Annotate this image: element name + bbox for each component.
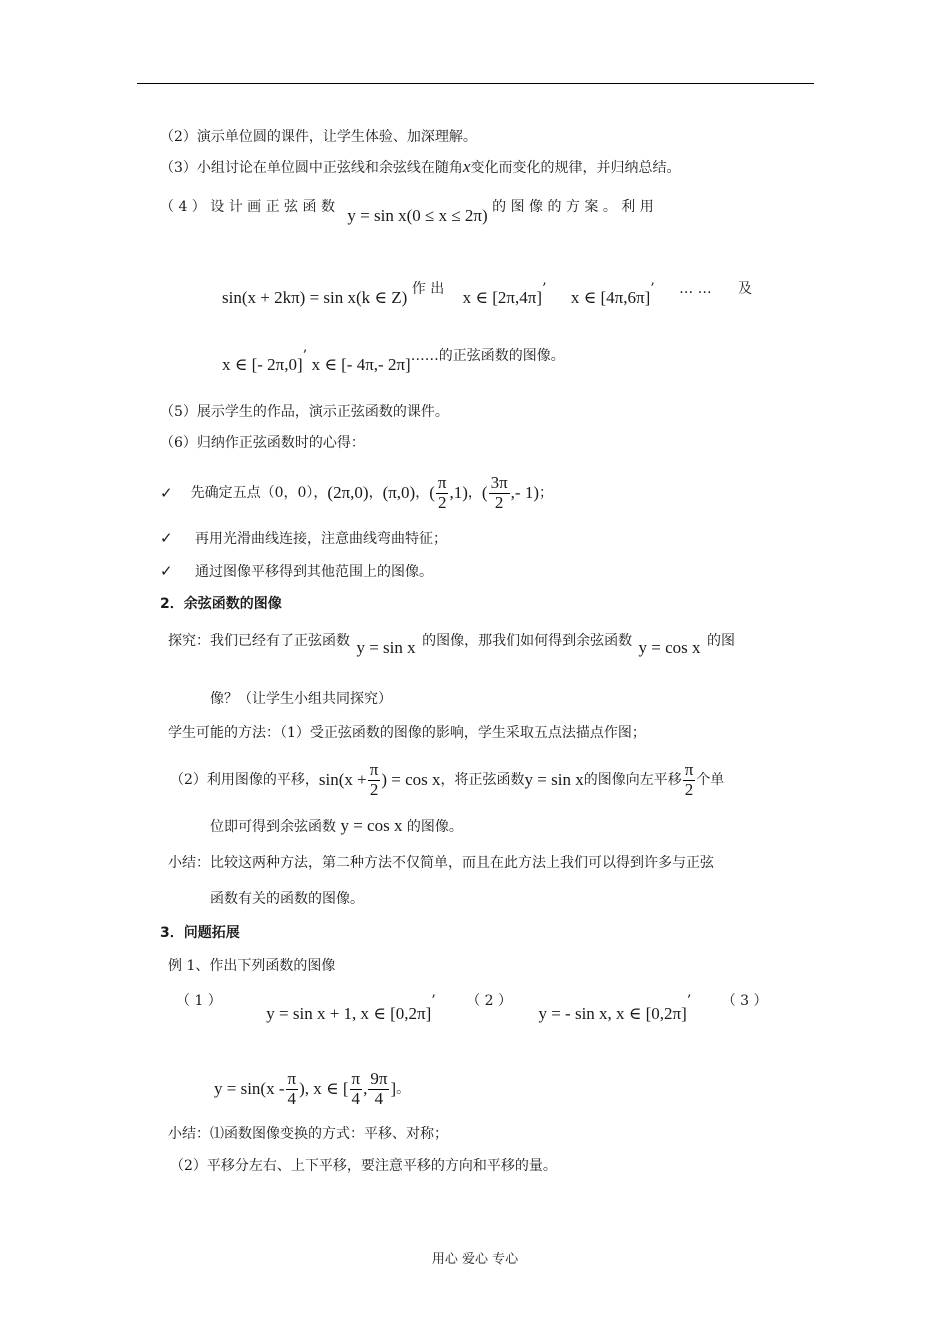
line-final-summary-2: （2）平移分左右、上下平移，要注意平移的方向和平移的量。	[170, 1158, 557, 1174]
math-expr: ,	[363, 1079, 368, 1098]
text: 位即可得到余弦函数	[210, 819, 336, 835]
text: 变化而变化的规律，并归纳总结。	[470, 160, 681, 176]
math-sine-domain: y = sin x(0 ≤ x ≤ 2π)	[347, 206, 488, 225]
text: （ 3 ）	[721, 993, 768, 1009]
math-cosine: y = cos x	[638, 638, 701, 657]
math-paren: (	[429, 483, 435, 502]
check-item-smooth-curve	[160, 528, 447, 549]
text: ’	[686, 993, 692, 1009]
line-step-4	[160, 196, 654, 225]
line-explore-cont: 像？（让学生小组共同探究）	[210, 691, 392, 707]
math-expr: sin(x +	[318, 770, 367, 789]
line-negative-intervals	[222, 345, 565, 374]
text: ，	[415, 485, 430, 501]
math-paren: (	[481, 483, 488, 502]
text: 的 图 像 的 方 案 。 利 用	[492, 199, 654, 215]
math-expr: ]	[390, 1079, 397, 1098]
math-function: y = - sin x, x ∈ [0,2π]	[538, 1004, 687, 1023]
fraction: $\frac{\pi}{2}$	[437, 472, 447, 512]
fraction: $\frac{\pi}{2}$	[369, 759, 379, 799]
fraction: $\frac{\pi}{2}$	[684, 759, 694, 799]
text: 的图	[707, 633, 735, 649]
line-step-2: （2）演示单位圆的课件，让学生体验、加深理解。	[160, 129, 477, 145]
fraction: $\frac{9\pi}{4}$	[370, 1068, 388, 1108]
check-icon: ✓	[160, 484, 173, 502]
math-sine: y = sin x	[356, 638, 416, 657]
section-heading-cosine: 2．余弦函数的图像	[160, 596, 282, 612]
text: 的图像。	[406, 819, 463, 835]
math-interval: x ∈ [2π,4π]	[462, 288, 542, 307]
check-icon: ✓	[160, 562, 173, 580]
example-part-3	[214, 1066, 410, 1112]
line-method-2-cont	[210, 816, 463, 837]
math-cosine: y = cos x	[340, 816, 403, 835]
line-method-1: 学生可能的方法：（1）受正弦函数的图像的影响，学生采取五点法描点作图；	[168, 725, 646, 741]
math-interval: x ∈ [- 2π,0]	[222, 355, 303, 374]
fraction: $\frac{3\pi}{2}$	[490, 472, 508, 512]
math-point: ,1)	[449, 483, 468, 502]
math-interval: x ∈ [- 4π,- 2π]	[311, 355, 411, 374]
line-step-3	[160, 157, 680, 178]
check-item-translation	[160, 561, 433, 582]
text: ……的正弦函数的图像。	[410, 348, 565, 364]
math-point: (2π,0)	[327, 483, 369, 502]
text: 的图像，那我们如何得到余弦函数	[422, 633, 633, 649]
text: ’	[542, 281, 547, 297]
text: 作 出	[411, 281, 445, 297]
example-parts-row	[176, 990, 768, 1023]
page-footer: 用心 爱心 专心	[431, 1252, 519, 1267]
math-interval: x ∈ [4π,6π]	[570, 288, 651, 307]
text: ，将正弦函数	[440, 772, 525, 788]
text: ，	[467, 485, 482, 501]
section-heading-extension: 3．问题拓展	[160, 925, 240, 941]
text: ，	[368, 485, 383, 501]
math-expr: ) = cos x	[381, 770, 441, 789]
fraction: $\frac{\pi}{4}$	[351, 1068, 361, 1108]
text: （ 4 ） 设 计 画 正 弦 函 数	[160, 199, 335, 215]
math-expr: y = sin(x -	[214, 1079, 285, 1098]
fraction: $\frac{\pi}{4}$	[287, 1068, 297, 1108]
math-var-x: x	[462, 157, 471, 176]
check-icon: ✓	[160, 529, 173, 547]
text: 。	[396, 1081, 411, 1097]
math-point: (π,0)	[382, 483, 416, 502]
math-periodicity: sin(x + 2kπ) = sin x(k ∈ Z)	[222, 288, 408, 307]
text: （ 1 ）	[176, 993, 222, 1009]
text: 个单	[696, 772, 725, 788]
line-summary-cont: 函数有关的函数的图像。	[210, 891, 364, 907]
text: ；	[539, 485, 553, 501]
line-step-6: （6）归纳作正弦函数时的心得：	[160, 435, 365, 451]
text: ’	[650, 281, 655, 297]
line-method-2	[170, 757, 724, 803]
text: ’	[431, 993, 436, 1009]
line-step-5: （5）展示学生的作品，演示正弦函数的课件。	[160, 404, 449, 420]
math-expr: ), x ∈ [	[299, 1079, 349, 1098]
line-summary: 小结：比较这两种方法，第二种方法不仅简单，而且在此方法上我们可以得到许多与正弦	[168, 855, 714, 871]
line-periodicity	[222, 278, 753, 307]
math-point: ,- 1)	[510, 483, 539, 502]
math-sine: y = sin x	[524, 770, 584, 789]
line-explore	[168, 630, 735, 657]
text: 再用光滑曲线连接，注意曲线弯曲特征；	[195, 531, 448, 547]
text: （ 2 ）	[466, 993, 512, 1009]
text: 通过图像平移得到其他范围上的图像。	[195, 564, 434, 580]
text: 先确定五点（0，0），	[190, 485, 328, 501]
header-rule	[137, 83, 814, 84]
text: （3）小组讨论在单位圆中正弦线和余弦线在随角	[160, 160, 463, 176]
check-item-five-points	[160, 470, 553, 516]
text: 的图像向左平移	[583, 772, 682, 788]
text: 及	[738, 281, 753, 297]
text: 探究：我们已经有了正弦函数	[168, 633, 350, 649]
text: … …	[679, 281, 712, 297]
math-function: y = sin x + 1, x ∈ [0,2π]	[266, 1004, 432, 1023]
text: （2）利用图像的平移，	[170, 772, 319, 788]
example-title: 例 1、作出下列函数的图像	[168, 958, 336, 974]
text: ’	[302, 348, 308, 364]
line-final-summary-1: 小结：⑴函数图像变换的方式：平移、对称；	[168, 1126, 448, 1142]
